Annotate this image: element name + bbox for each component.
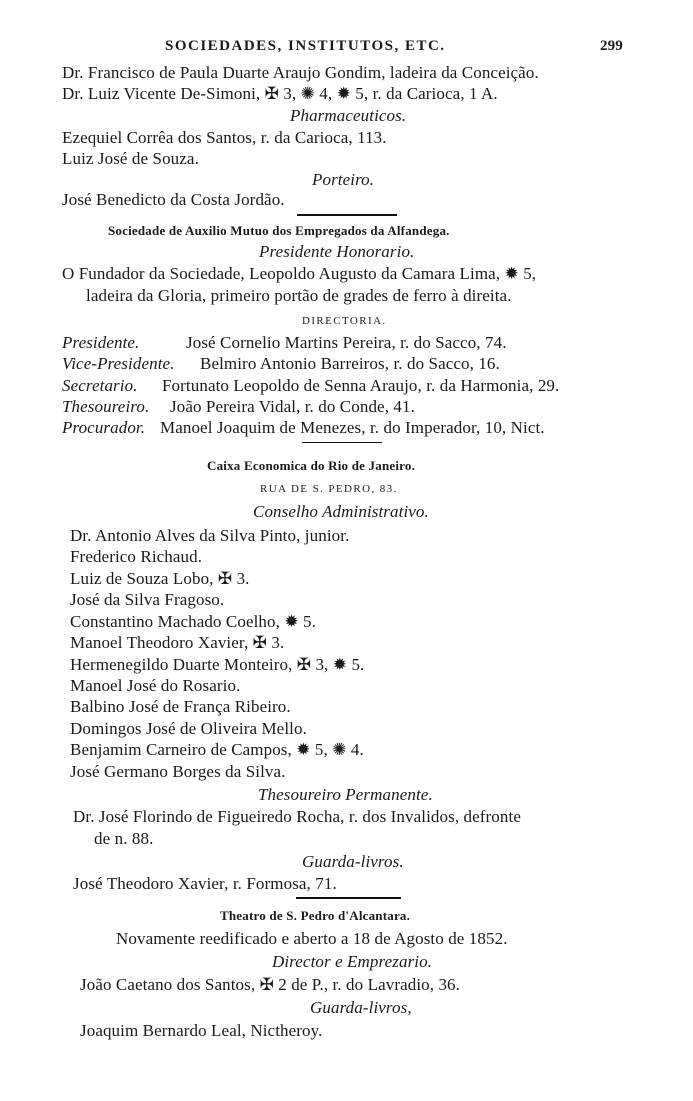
subsection-heading: Presidente Honorario. bbox=[259, 242, 415, 261]
officer-name: Belmiro Antonio Barreiros, r. do Sacco, 16. bbox=[200, 354, 500, 373]
notice-line: Novamente reedificado e aberto a 18 de Agosto de 1852. bbox=[116, 929, 508, 948]
section-title: Caixa Economica do Rio de Janeiro. bbox=[207, 458, 416, 473]
address-line: RUA DE S. PEDRO, 83. bbox=[260, 483, 398, 495]
officer-name: João Pereira Vidal, r. do Conde, 41. bbox=[170, 397, 415, 416]
officer-title: Procurador. bbox=[62, 418, 146, 437]
member-line: Dr. Luiz Vicente De-Simoni, ✠ 3, ✺ 4, ✹ 5, r. da Carioca, 1 A. bbox=[62, 84, 498, 103]
member-line: Joaquim Bernardo Leal, Nictheroy. bbox=[80, 1021, 323, 1040]
running-title: SOCIEDADES, INSTITUTOS, ETC. bbox=[165, 38, 446, 54]
member-line: ladeira da Gloria, primeiro portão de grades de ferro à direita. bbox=[86, 286, 512, 305]
section-title: Sociedade de Auxilio Mutuo dos Empregados da Alfandega. bbox=[108, 223, 450, 238]
subsection-heading: Porteiro. bbox=[312, 170, 375, 189]
subsection-heading: Pharmaceuticos. bbox=[290, 106, 407, 125]
member-line: Dr. José Florindo de Figueiredo Rocha, r. dos Invalidos, defronte bbox=[73, 807, 521, 826]
section-divider bbox=[297, 214, 397, 216]
member-line: Dr. Antonio Alves da Silva Pinto, junior. bbox=[70, 526, 350, 545]
member-line: Manoel Theodoro Xavier, ✠ 3. bbox=[70, 633, 285, 652]
member-line: Manoel José do Rosario. bbox=[70, 676, 241, 695]
member-line: Luiz de Souza Lobo, ✠ 3. bbox=[70, 569, 250, 588]
member-line: Dr. Francisco de Paula Duarte Araujo Gondim, ladeira da Conceição. bbox=[62, 63, 539, 82]
member-line: Ezequiel Corrêa dos Santos, r. da Carioca, 113. bbox=[62, 128, 387, 147]
member-line: Frederico Richaud. bbox=[70, 547, 203, 566]
officer-name: José Cornelio Martins Pereira, r. do Sacco, 74. bbox=[186, 333, 507, 352]
member-line: Benjamim Carneiro de Campos, ✹ 5, ✺ 4. bbox=[70, 740, 364, 759]
member-line: José da Silva Fragoso. bbox=[70, 590, 225, 609]
page-number: 299 bbox=[600, 38, 623, 54]
section-divider bbox=[296, 897, 401, 899]
officer-title: Thesoureiro. bbox=[62, 397, 150, 416]
officer-title: Secretario. bbox=[62, 376, 138, 395]
officer-title: Vice-Presidente. bbox=[62, 354, 175, 373]
member-line: O Fundador da Sociedade, Leopoldo Augusto da Camara Lima, ✹ 5, bbox=[62, 264, 537, 283]
member-line: Hermenegildo Duarte Monteiro, ✠ 3, ✹ 5. bbox=[70, 655, 365, 674]
subsection-heading: Guarda-livros, bbox=[310, 998, 412, 1017]
subsection-heading: Conselho Administrativo. bbox=[253, 502, 429, 521]
subsection-heading: Guarda-livros. bbox=[302, 852, 404, 871]
subsection-heading: Director e Emprezario. bbox=[272, 952, 433, 971]
member-line: Domingos José de Oliveira Mello. bbox=[70, 719, 307, 738]
section-divider bbox=[302, 442, 382, 443]
member-line: João Caetano dos Santos, ✠ 2 de P., r. do Lavradio, 36. bbox=[80, 975, 461, 994]
section-title: Theatro de S. Pedro d'Alcantara. bbox=[220, 908, 411, 923]
member-line: José Theodoro Xavier, r. Formosa, 71. bbox=[73, 874, 337, 893]
member-line: Balbino José de França Ribeiro. bbox=[70, 697, 291, 716]
subsection-heading: DIRECTORIA. bbox=[302, 315, 387, 327]
officer-name: Fortunato Leopoldo de Senna Araujo, r. da Harmonia, 29. bbox=[162, 376, 560, 395]
member-line: José Benedicto da Costa Jordão. bbox=[62, 190, 285, 209]
subsection-heading: Thesoureiro Permanente. bbox=[258, 785, 433, 804]
member-line: José Germano Borges da Silva. bbox=[70, 762, 286, 781]
member-line: Luiz José de Souza. bbox=[62, 149, 199, 168]
officer-title: Presidente. bbox=[62, 333, 140, 352]
member-line: de n. 88. bbox=[94, 829, 154, 848]
member-line: Constantino Machado Coelho, ✹ 5. bbox=[70, 612, 316, 631]
officer-name: Manoel Joaquim de Menezes, r. do Imperador, 10, Nict. bbox=[160, 418, 545, 437]
